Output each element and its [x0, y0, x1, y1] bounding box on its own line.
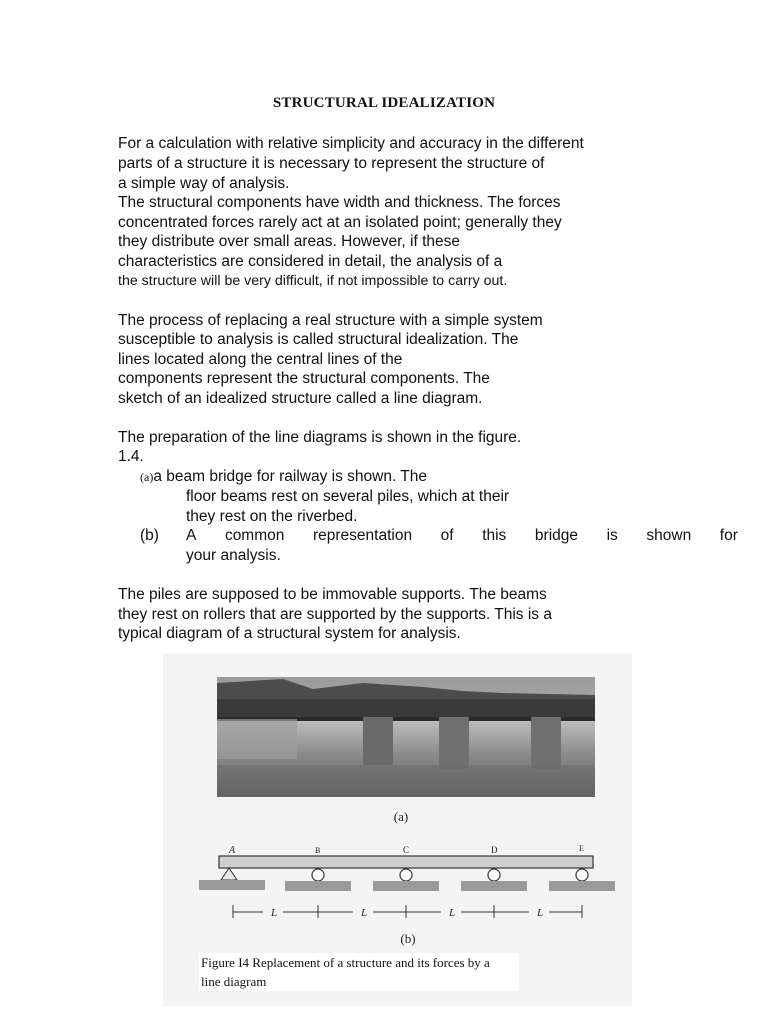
beam-diagram — [199, 844, 615, 919]
text-line: 1.4. — [118, 448, 144, 465]
figure-label-a: (a) — [393, 809, 409, 824]
word: bridge — [534, 527, 578, 544]
justified-line — [186, 526, 738, 545]
caption-line: line diagram — [201, 974, 267, 989]
text-line: your analysis. — [186, 547, 281, 564]
ground-block — [285, 881, 351, 891]
pin-support — [221, 868, 237, 880]
word: A — [186, 527, 197, 544]
text-line: The structural components have width and thickness. The forces — [118, 194, 561, 211]
word: for — [719, 527, 738, 544]
word: representation — [312, 527, 413, 544]
ground-block — [199, 880, 265, 890]
text-line: characteristics are considered in detail, the analysis of a — [118, 253, 503, 270]
word: this — [482, 527, 507, 544]
ground-block — [549, 881, 615, 891]
text-line: floor beams rest on several piles, which at their — [186, 488, 510, 505]
span-label: L — [537, 907, 544, 919]
span-label: L — [271, 907, 278, 919]
page-title: STRUCTURAL IDEALIZATION — [272, 95, 496, 111]
roller-support — [488, 869, 500, 881]
text-line: the structure will be very difficult, if not impossible to carry out. — [118, 273, 508, 289]
text-line: a simple way of analysis. — [118, 175, 290, 192]
text-line: sketch of an idealized structure called a line diagram. — [118, 390, 483, 407]
roller-support — [576, 869, 588, 881]
text-line: they rest on the riverbed. — [186, 508, 358, 525]
text-line: susceptible to analysis is called structural idealization. The — [118, 331, 519, 348]
item-tag: (a) — [140, 470, 154, 484]
node-label-d: D — [491, 845, 498, 855]
node-label-a: A — [229, 845, 236, 856]
word: is — [606, 527, 618, 544]
text-line: they rest on rollers that are supported by the supports. This is a — [118, 606, 552, 623]
text-line: typical diagram of a structural system for analysis. — [118, 625, 461, 642]
text-line: The piles are supposed to be immovable supports. The beams — [118, 586, 547, 603]
text-line — [140, 467, 427, 487]
bridge-photo — [217, 677, 595, 797]
roller-support — [400, 869, 412, 881]
word: shown — [646, 527, 692, 544]
span-label: L — [361, 907, 368, 919]
text-line: The preparation of the line diagrams is shown in the figure. — [118, 429, 522, 446]
node-label-c: C — [403, 845, 410, 855]
text-line: components represent the structural components. The — [118, 370, 490, 387]
dimension-line — [233, 905, 582, 918]
word: common — [224, 527, 285, 544]
caption-line: Figure I4 Replacement of a structure and its forces by a — [201, 955, 490, 970]
beam — [219, 856, 593, 868]
figure-label-b: (b) — [400, 931, 416, 946]
text-line: The process of replacing a real structure with a simple system — [118, 312, 543, 329]
text-line: they distribute over small areas. However, if these — [118, 233, 461, 250]
node-label-b: B — [315, 846, 321, 855]
node-label-e: E — [579, 844, 584, 853]
roller-support — [312, 869, 324, 881]
word: of — [440, 527, 454, 544]
text-line: concentrated forces rarely act at an isolated point; generally they — [118, 214, 562, 231]
text-line: For a calculation with relative simplicity and accuracy in the different — [118, 135, 584, 152]
text-line: lines located along the central lines of the — [118, 351, 403, 368]
span-label: L — [449, 907, 456, 919]
ground-block — [373, 881, 439, 891]
ground-block — [461, 881, 527, 891]
figure-caption — [199, 953, 519, 991]
item-tag: (b) — [140, 527, 159, 544]
figure-bridge — [163, 653, 632, 1006]
text-line: parts of a structure it is necessary to represent the structure of — [118, 155, 545, 172]
item-text: a beam bridge for railway is shown. The — [153, 468, 428, 485]
